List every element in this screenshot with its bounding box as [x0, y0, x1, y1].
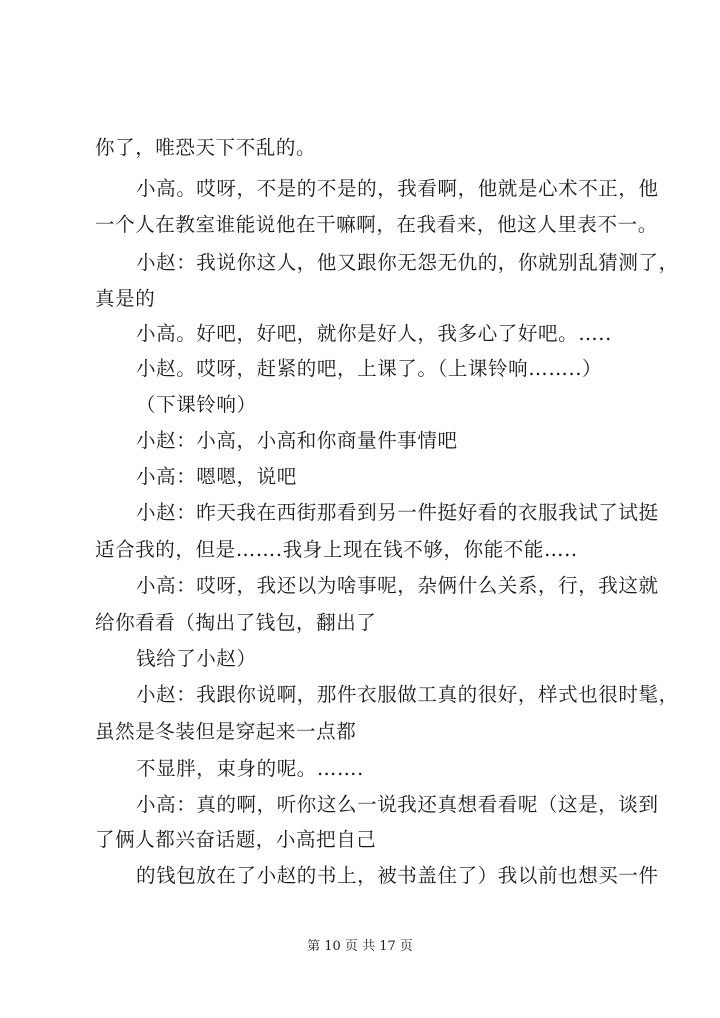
text-line-15: 钱给了小赵）: [136, 647, 257, 670]
text-line-17: 虽然是冬装但是穿起来一点都: [95, 720, 357, 743]
text-line-7: 小赵。哎呀，赶紧的吧，上课了。（上课铃响……..）: [136, 357, 603, 380]
text-line-3: 一个人在教室谁能说他在干嘛啊，在我看来，他这人里表不一。: [95, 213, 658, 236]
text-line-13: 小高：哎呀，我还以为啥事呢，杂俩什么关系，行，我这就: [136, 574, 659, 597]
text-line-19: 小高：真的啊，听你这么一说我还真想看看呢（这是，谈到: [136, 793, 659, 816]
text-line-5: 真是的: [95, 287, 156, 310]
page-number-footer: 第 10 页 共 17 页: [307, 939, 413, 954]
text-line-9: 小赵：小高，小高和你商量件事情吧: [136, 429, 458, 452]
text-line-11: 小赵：昨天我在西街那看到另一件挺好看的衣服我试了试挺: [136, 501, 659, 524]
text-line-4: 小赵：我说你这人，他又跟你无怨无仇的，你就别乱猜测了，: [136, 251, 679, 274]
text-line-2: 小高。哎呀，不是的不是的，我看啊，他就是心术不正，他: [136, 177, 659, 200]
text-line-10: 小高：嗯嗯，说吧: [136, 465, 297, 488]
text-line-18: 不显胖，束身的呢。…….: [136, 757, 364, 780]
text-line-21: 的钱包放在了小赵的书上，被书盖住了）我以前也想买一件: [136, 864, 659, 887]
text-line-1: 你了，唯恐天下不乱的。: [95, 136, 317, 159]
text-line-6: 小高。好吧，好吧，就你是好人，我多心了好吧。…..: [136, 322, 612, 345]
text-line-8: （下课铃响）: [136, 393, 257, 416]
text-line-16: 小赵：我跟你说啊，那件衣服做工真的很好，样式也很时髦，: [136, 683, 679, 706]
text-line-20: 了俩人都兴奋话题，小高把自己: [95, 828, 377, 851]
text-line-14: 给你看看（掏出了钱包，翻出了: [95, 611, 377, 634]
text-line-12: 适合我的，但是…….我身上现在钱不够，你能不能…..: [95, 538, 578, 561]
